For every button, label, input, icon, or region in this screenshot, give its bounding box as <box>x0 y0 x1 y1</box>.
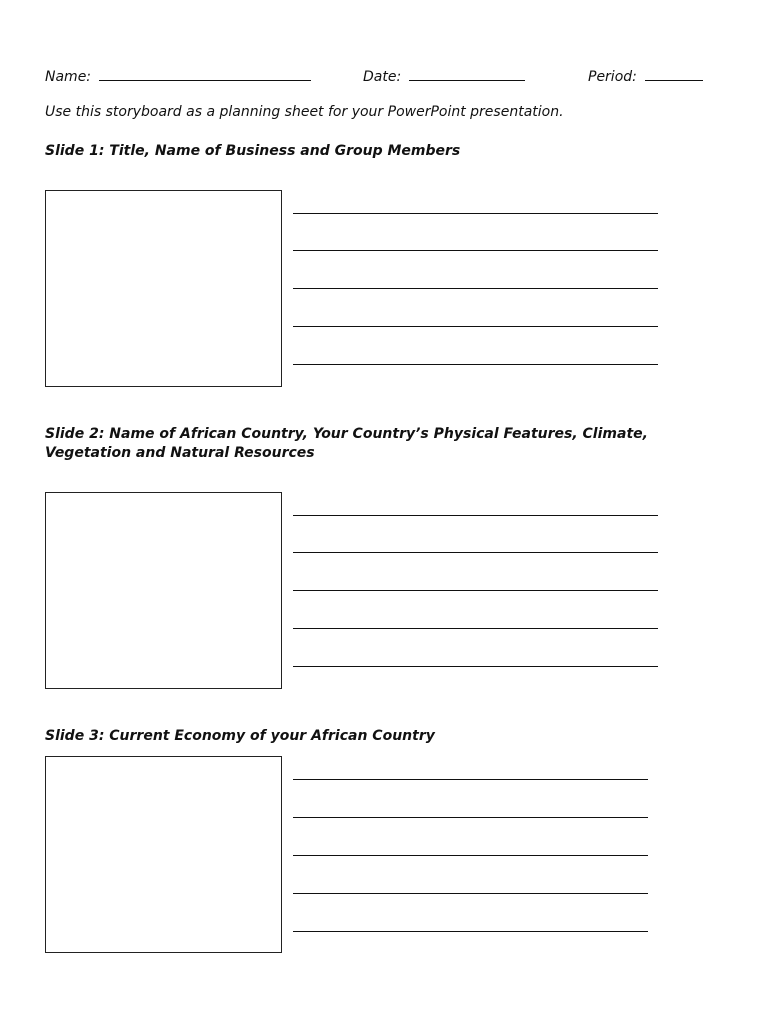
name-field[interactable] <box>45 66 311 85</box>
slide-2-line[interactable] <box>293 515 658 516</box>
slide-3-line[interactable] <box>293 931 648 932</box>
slide-3-sketch-box[interactable] <box>45 756 282 953</box>
slide-1-sketch-box[interactable] <box>45 190 282 387</box>
date-label: Date: <box>363 69 402 85</box>
slide-3-line[interactable] <box>293 855 648 856</box>
slide-2-title: Slide 2: Name of African Country, Your Country’s Physical Features, Climate, Vegetation and Natural Resources <box>45 426 648 461</box>
name-blank[interactable] <box>99 66 311 81</box>
slide-1-title: Slide 1: Title, Name of Business and Group Members <box>45 143 461 159</box>
slide-2-line[interactable] <box>293 628 658 629</box>
slide-1-line[interactable] <box>293 250 658 251</box>
slide-1-line[interactable] <box>293 213 658 214</box>
slide-1-line[interactable] <box>293 326 658 327</box>
slide-2-line[interactable] <box>293 590 658 591</box>
period-field[interactable] <box>588 66 703 85</box>
slide-3-title: Slide 3: Current Economy of your African Country <box>45 728 435 744</box>
date-blank[interactable] <box>409 66 525 81</box>
instructions-text: Use this storyboard as a planning sheet for your PowerPoint presentation. <box>45 104 564 120</box>
slide-1-line[interactable] <box>293 364 658 365</box>
period-label: Period: <box>588 69 637 85</box>
slide-2-line[interactable] <box>293 666 658 667</box>
slide-1-line[interactable] <box>293 288 658 289</box>
name-label: Name: <box>45 69 92 85</box>
slide-3-line[interactable] <box>293 817 648 818</box>
header-fields <box>45 66 725 86</box>
date-field[interactable] <box>363 66 525 85</box>
slide-2-line[interactable] <box>293 552 658 553</box>
period-blank[interactable] <box>645 66 703 81</box>
slide-2-sketch-box[interactable] <box>45 492 282 689</box>
slide-3-line[interactable] <box>293 893 648 894</box>
slide-3-line[interactable] <box>293 779 648 780</box>
